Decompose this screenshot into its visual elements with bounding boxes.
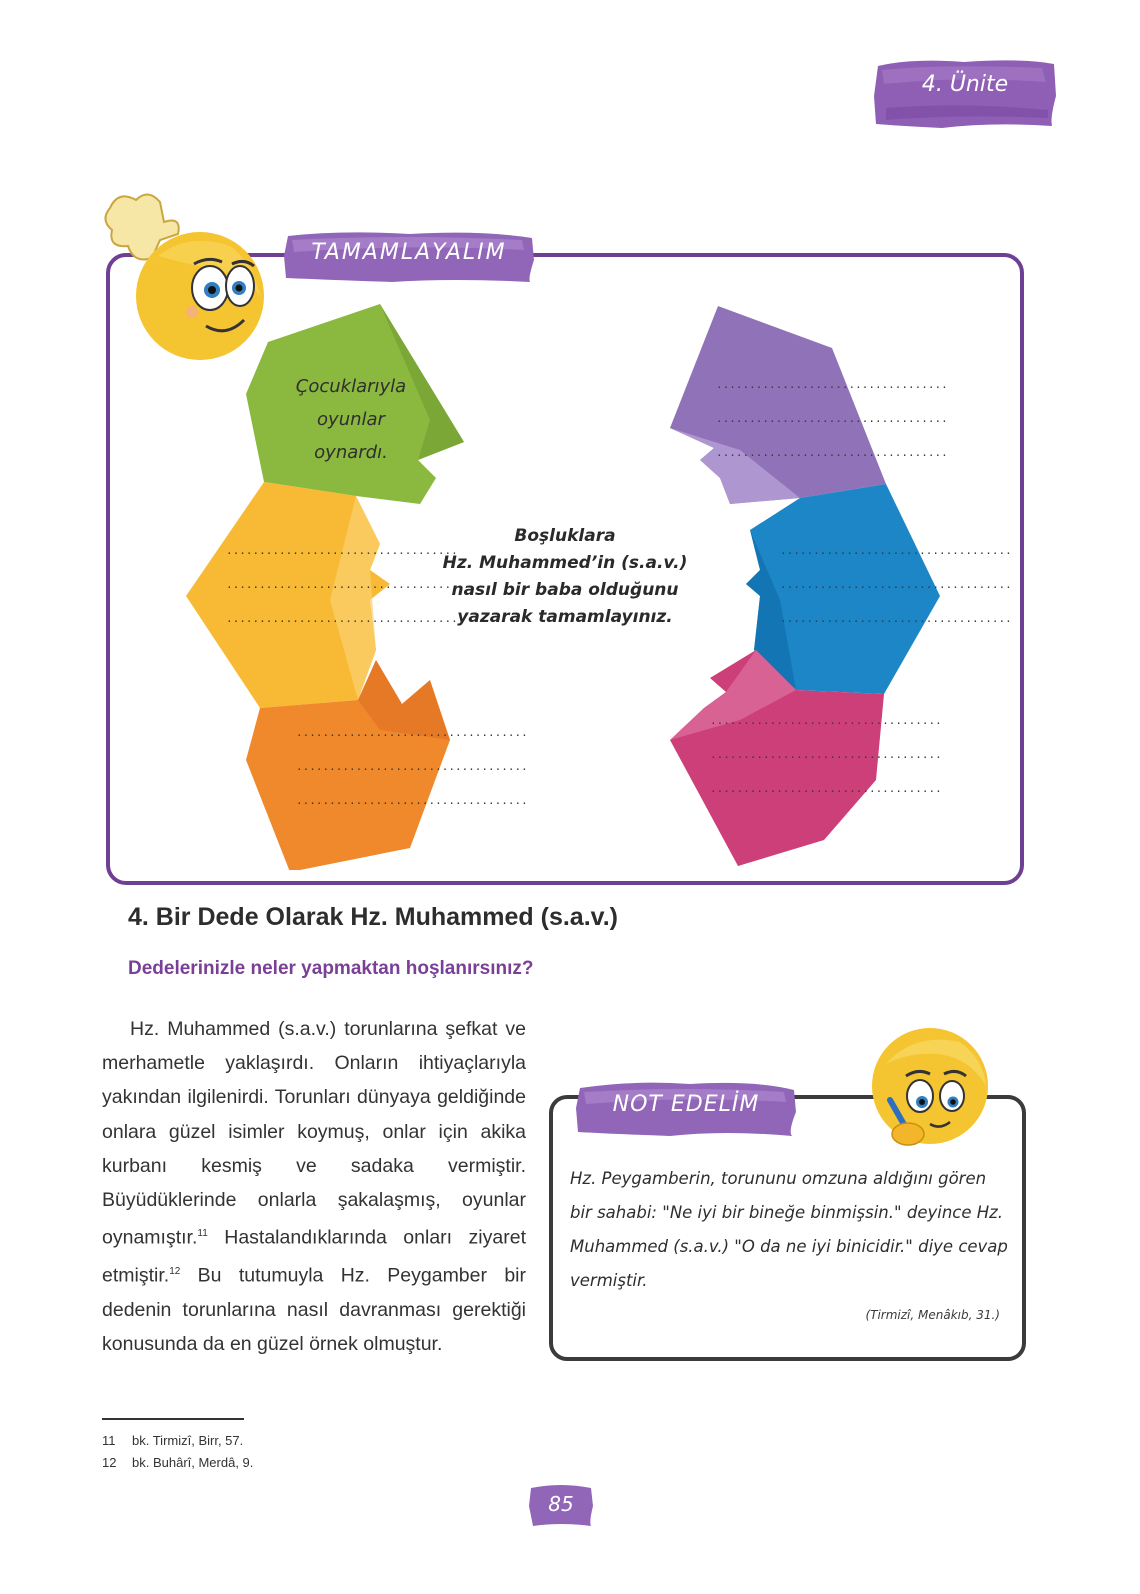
unit-label: 4. Ünite <box>921 72 1009 97</box>
pink-answer-field[interactable] <box>710 704 942 806</box>
unit-tab <box>872 56 1058 130</box>
activity-title: TAMAMLAYALIM <box>311 240 507 265</box>
answer-line[interactable]: ................................... <box>296 726 528 739</box>
example-line: oyunlar <box>317 409 385 430</box>
answer-line[interactable]: ................................... <box>296 760 528 773</box>
footnote-item <box>102 1430 253 1452</box>
answer-line[interactable]: ................................... <box>296 794 528 807</box>
instruction-line: nasıl bir baba olduğunu <box>451 580 679 600</box>
example-answer <box>276 370 426 469</box>
footnote-divider <box>102 1418 244 1420</box>
answer-line[interactable]: ................................... <box>780 578 1012 591</box>
answer-line[interactable]: ................................... <box>716 378 948 391</box>
instruction-line: yazarak tamamlayınız. <box>457 607 673 627</box>
paragraph-text: Bu tutumuyla Hz. Peygamber bir dedenin torunlarına nasıl davranması gerektiği konusunda da en güzel örnek olmuştur. <box>102 1264 526 1355</box>
paragraph-text: Hastalandıklarında onları ziyaret etmiştir. <box>102 1226 526 1287</box>
answer-line[interactable]: ................................... <box>226 578 458 591</box>
section-question: Dedelerinizle neler yapmaktan hoşlanırsınız? <box>128 958 534 979</box>
page-number: 85 <box>548 1492 574 1516</box>
footnote-ref[interactable]: 12 <box>169 1265 181 1277</box>
footnotes <box>102 1430 253 1474</box>
footnote-number: 12 <box>102 1455 117 1470</box>
note-source: (Tirmizî, Menâkıb, 31.) <box>865 1308 1000 1322</box>
body-paragraph <box>102 1012 526 1361</box>
answer-line[interactable]: ................................... <box>780 612 1012 625</box>
example-line: oynardı. <box>314 442 388 463</box>
purple-answer-field[interactable] <box>716 368 948 470</box>
answer-line[interactable]: ................................... <box>716 412 948 425</box>
writing-emoji-icon <box>864 1024 994 1154</box>
paragraph-text: Hz. Muhammed (s.a.v.) torunlarına şefkat ve merhametle yaklaşırdı. Onların ihtiyaçlarıyla yakından ilgilenirdi. Torunları dünyaya geldiğinde onlara güzel isimler koymuş, onlar için akika kurbanı kesmiş ve sadaka vermiştir. Büyüdüklerinde onlarla şakalaşmış, oyunlar oynamıştır. <box>102 1018 526 1249</box>
note-title-tab <box>574 1078 798 1138</box>
footnote-text: bk. Buhârî, Merdâ, 9. <box>132 1455 254 1470</box>
note-title: NOT EDELİM <box>612 1092 760 1117</box>
orange-answer-field[interactable] <box>296 716 528 818</box>
footnote-item <box>102 1452 253 1474</box>
example-line: Çocuklarıyla <box>295 376 407 397</box>
answer-line[interactable]: ................................... <box>226 544 458 557</box>
instruction-line: Boşluklara <box>514 526 616 546</box>
footnote-text: bk. Tirmizî, Birr, 57. <box>132 1433 244 1448</box>
page-number-tab <box>527 1482 595 1528</box>
answer-line[interactable]: ................................... <box>716 446 948 459</box>
answer-line[interactable]: ................................... <box>710 782 942 795</box>
note-text: Hz. Peygamberin, torununu omzuna aldığını gören bir sahabi: "Ne iyi bir bineğe binmişsin." deyince Hz. Muhammed (s.a.v.) "O da ne iyi binicidir." diye cevap vermiştir. <box>570 1169 1008 1290</box>
answer-line[interactable]: ................................... <box>710 748 942 761</box>
answer-line[interactable]: ................................... <box>226 612 458 625</box>
footnote-number: 11 <box>102 1433 116 1448</box>
activity-title-tab <box>282 228 536 284</box>
activity-instruction <box>410 523 720 631</box>
footnote-ref[interactable]: 11 <box>197 1228 208 1240</box>
answer-line[interactable]: ................................... <box>780 544 1012 557</box>
instruction-line: Hz. Muhammed’in (s.a.v.) <box>442 553 688 573</box>
section-title: 4. Bir Dede Olarak Hz. Muhammed (s.a.v.) <box>128 903 618 931</box>
answer-line[interactable]: ................................... <box>710 714 942 727</box>
blue-answer-field[interactable] <box>780 534 1012 636</box>
